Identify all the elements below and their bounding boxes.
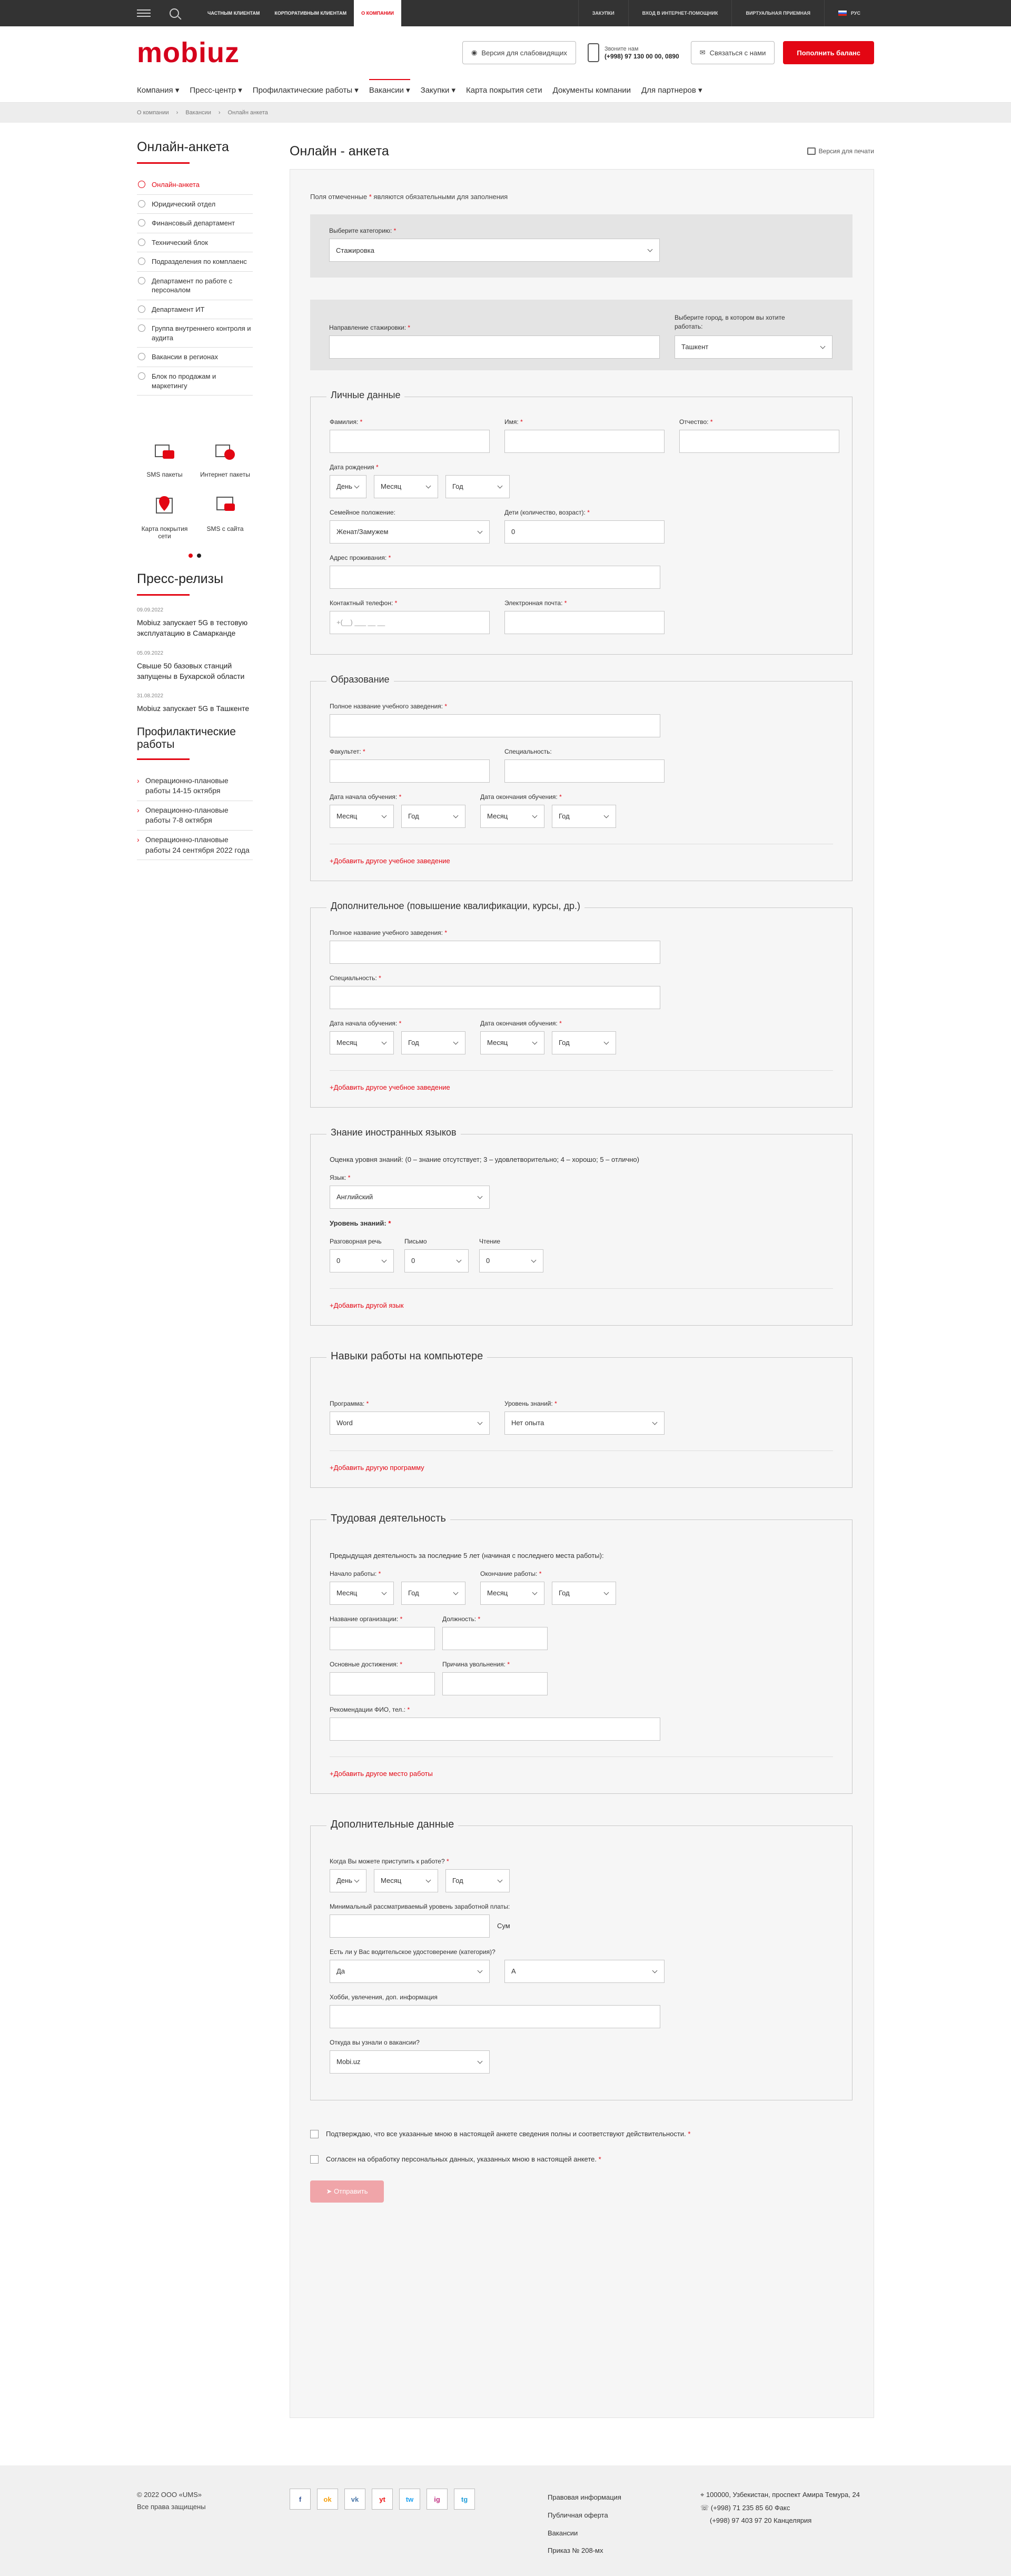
send-icon: ➤ xyxy=(326,2187,334,2195)
direction-input[interactable] xyxy=(329,335,660,359)
footer-link-offer[interactable]: Публичная оферта xyxy=(548,2511,608,2519)
submit-button[interactable]: ➤ Отправить xyxy=(310,2180,384,2203)
add-language-link[interactable]: +Добавить другой язык xyxy=(330,1288,833,1309)
sidebar-item-technical[interactable]: Технический блок xyxy=(137,233,253,253)
category-block: Выберите категорию: * Стажировка xyxy=(310,214,853,278)
language-select[interactable]: Английский xyxy=(330,1186,490,1209)
license-category-select[interactable]: A xyxy=(504,1960,665,1983)
category-select[interactable]: Стажировка xyxy=(329,239,660,262)
patronymic-input[interactable] xyxy=(679,430,839,453)
page-title: Онлайн - анкета xyxy=(290,143,389,159)
work-start-year[interactable]: Год xyxy=(401,1582,465,1605)
main-nav xyxy=(0,79,1011,103)
tile-coverage-map[interactable]: Карта покрытия сети xyxy=(137,492,192,540)
add-program-link[interactable]: +Добавить другую программу xyxy=(330,1450,833,1472)
add-end-year[interactable]: Год xyxy=(552,1031,616,1054)
nav-press[interactable]: Пресс-центр ▾ xyxy=(190,86,242,95)
source-select[interactable]: Mobi.uz xyxy=(330,2050,490,2074)
location-icon: ⌖ xyxy=(700,2491,706,2499)
add-course-link[interactable]: +Добавить другое учебное заведение xyxy=(330,1070,833,1091)
recommendations-input[interactable] xyxy=(330,1718,660,1741)
start-month-select[interactable]: Месяц xyxy=(374,1869,438,1892)
direction-block: Направление стажировки: * Выберите город, в котором вы хотите работать: Ташкент xyxy=(310,300,853,370)
add-start-year[interactable]: Год xyxy=(401,1031,465,1054)
surname-input[interactable] xyxy=(330,430,490,453)
vk-icon[interactable]: vk xyxy=(344,2489,365,2510)
salary-input[interactable] xyxy=(330,1914,490,1938)
spoken-level-select[interactable]: 0 xyxy=(330,1249,394,1272)
sidebar-item-sales[interactable]: Блок по продажам и маркетингу xyxy=(137,367,253,396)
work-end-month[interactable]: Месяц xyxy=(480,1582,544,1605)
sidebar-item-audit[interactable]: Группа внутреннего контроля и аудита xyxy=(137,319,253,348)
language-scale-note: Оценка уровня знаний: (0 – знание отсутствует; 3 – удовлетворительно; 4 – хорошо; 5 – отлично) xyxy=(330,1155,639,1163)
print-version-link[interactable]: Версия для печати xyxy=(807,147,874,155)
footer: © 2022 ООО «UMS» Все права защищены f ok vk yt tw ig tg Правовая информация Публичная оферта Вакансии Приказ № 208-мх ⌖ 100000, Узбекистан, проспект Амира Темура, 24 ☏ (+998) 71 235 85 60 Факс (+998) 97 403 97 20 Канцелярия xyxy=(0,2465,1011,2576)
instagram-icon[interactable]: ig xyxy=(427,2489,448,2510)
language-selector[interactable]: РУС xyxy=(824,0,874,26)
footer-link-vacancies[interactable]: Вакансии xyxy=(548,2529,578,2537)
nav-vacancies[interactable]: Вакансии ▾ xyxy=(369,79,410,102)
birth-year-select[interactable]: Год xyxy=(445,475,510,498)
school-input[interactable] xyxy=(330,714,660,737)
sms-package-icon xyxy=(151,438,179,465)
maintenance-item[interactable]: › Операционно-плановые работы 7-8 октября xyxy=(137,801,253,831)
program-select[interactable]: Word xyxy=(330,1412,490,1435)
license-select[interactable]: Да xyxy=(330,1960,490,1983)
checkbox[interactable] xyxy=(310,2130,319,2138)
search-icon[interactable] xyxy=(170,8,179,18)
nav-partners[interactable]: Для партнеров ▾ xyxy=(641,86,702,95)
edu-end-month[interactable]: Месяц xyxy=(480,805,544,828)
crumb-vacancies[interactable]: Вакансии xyxy=(185,110,211,116)
nav-company[interactable]: Компания ▾ xyxy=(137,86,180,95)
youtube-icon[interactable]: yt xyxy=(372,2489,393,2510)
accessibility-button[interactable]: ◉ Версия для слабовидящих xyxy=(462,41,576,64)
topup-button[interactable]: Пополнить баланс xyxy=(783,41,874,64)
sms-icon xyxy=(212,492,239,519)
computer-skills-section: Навыки работы на компьютере Программа: * Word Уровень знаний: * Нет опыта +Добавить другую программу xyxy=(310,1357,853,1488)
program-level-select[interactable]: Нет опыта xyxy=(504,1412,665,1435)
phone-icon xyxy=(588,43,599,62)
chat-icon: ✉ xyxy=(699,48,706,56)
consent-checkbox[interactable]: Согласен на обработку персональных данных, указанных мною в настоящей анкете. * xyxy=(310,2155,853,2164)
name-input[interactable] xyxy=(504,430,665,453)
top-reception-link[interactable]: ВИРТУАЛЬНАЯ ПРИЕМНАЯ xyxy=(731,0,824,26)
add-start-month[interactable]: Месяц xyxy=(330,1031,394,1054)
sidebar-item-hr[interactable]: Департамент по работе с персоналом xyxy=(137,272,253,300)
twitter-icon[interactable]: tw xyxy=(399,2489,420,2510)
work-note: Предыдущая деятельность за последние 5 лет (начиная с последнего места работы): xyxy=(330,1551,604,1560)
social-links xyxy=(290,2489,548,2560)
edu-start-year[interactable]: Год xyxy=(401,805,465,828)
education-section: Образование Полное название учебного заведения: * Факультет: * Специальность: Дата начала обучения: * Месяц Год Дата окончания обучения: * Месяц Год +Добавить другое учебное заведение xyxy=(310,681,853,881)
position-input[interactable] xyxy=(442,1627,548,1650)
facebook-icon[interactable]: f xyxy=(290,2489,311,2510)
birth-month-select[interactable]: Месяц xyxy=(374,475,438,498)
news-item[interactable]: 09.09.2022 Mobiuz запускает 5G в тестовую эксплуатацию в Самарканде xyxy=(137,607,248,638)
news-item[interactable]: 31.08.2022 Mobiuz запускает 5G в Ташкенте xyxy=(137,693,250,713)
specialty-input[interactable] xyxy=(504,759,665,783)
footer-link-order[interactable]: Приказ № 208-мх xyxy=(548,2547,603,2555)
currency-label: Сум xyxy=(497,1922,510,1930)
phone-input[interactable]: +(__) ___ __ __ xyxy=(330,611,490,634)
crumb-current: Онлайн анкета xyxy=(227,110,268,116)
personal-data-section: Личные данные Фамилия: * Имя: * Отчество: * Дата рождения * День Месяц Год Семейное положение: Женат/Замужем Дети (количество, возраст): * 0 Адрес проживания: * Контактный телефон: * +(__) ___ __ __ Электронная почта: * xyxy=(310,397,853,655)
top-bar xyxy=(0,0,1011,26)
nav-purchases[interactable]: Закупки ▾ xyxy=(420,86,456,95)
marital-select[interactable]: Женат/Замужем xyxy=(330,520,490,544)
additional-education-section: Дополнительное (повышение квалификации, курсы, др.) Полное название учебного заведения: * Специальность: * Дата начала обучения: * Месяц Год Дата окончания обучения: * Месяц Год +Добавить другое учебное заведение xyxy=(310,907,853,1108)
telegram-icon[interactable]: tg xyxy=(454,2489,475,2510)
address-input[interactable] xyxy=(330,566,660,589)
press-title: Пресс-релизы xyxy=(137,571,224,587)
work-section: Трудовая деятельность Предыдущая деятельность за последние 5 лет (начиная с последнего места работы): Начало работы: * Месяц Год Окончание работы: * Месяц Год Название организации: * Должность: * Основные достижения: * Причина увольнения: * Рекомендации ФИО, тел.: * +Добавить другое место работы xyxy=(310,1519,853,1794)
contact-button[interactable]: ✉ Связаться с нами xyxy=(691,41,775,64)
work-end-year[interactable]: Год xyxy=(552,1582,616,1605)
odnoklassniki-icon[interactable]: ok xyxy=(317,2489,338,2510)
language-level-label: Уровень знаний: * xyxy=(330,1219,391,1227)
maintenance-title: Профилактические работы xyxy=(137,725,236,751)
start-day-select[interactable]: День xyxy=(330,1869,366,1892)
application-form xyxy=(290,169,874,2418)
extra-section: Дополнительные данные Когда Вы можете приступить к работе? * День Месяц Год Минимальный рассматриваемый уровень заработной платы: Сум Есть ли у Вас водительское удостоверение (категория)? Да A Хобби, увлечения, доп. информация Откуда вы узнали о вакансии? Mobi.uz xyxy=(310,1825,853,2100)
flag-icon xyxy=(838,11,847,16)
work-start-month[interactable]: Месяц xyxy=(330,1582,394,1605)
maintenance-item[interactable]: › Операционно-плановые работы 14-15 октября xyxy=(137,772,253,801)
breadcrumb: О компании › Вакансии › Онлайн анкета xyxy=(0,103,1011,123)
copyright: © 2022 ООО «UMS» xyxy=(137,2491,202,2499)
email-input[interactable] xyxy=(504,611,665,634)
top-selfcare-link[interactable]: ВХОД В ИНТЕРНЕТ-ПОМОЩНИК xyxy=(628,0,732,26)
top-nav-corporate[interactable]: КОРПОРАТИВНЫМ КЛИЕНТАМ xyxy=(274,11,347,16)
tile-sms-packages[interactable]: SMS пакеты xyxy=(137,438,192,478)
top-nav-private[interactable]: ЧАСТНЫМ КЛИЕНТАМ xyxy=(207,11,260,16)
nav-documents[interactable]: Документы компании xyxy=(552,86,631,95)
top-purchases-link[interactable]: ЗАКУПКИ xyxy=(578,0,628,26)
add-school-input[interactable] xyxy=(330,941,660,964)
hobby-input[interactable] xyxy=(330,2005,660,2028)
children-input[interactable]: 0 xyxy=(504,520,665,544)
edu-start-month[interactable]: Месяц xyxy=(330,805,394,828)
top-nav-about[interactable]: О КОМПАНИИ xyxy=(354,0,401,26)
city-select[interactable]: Ташкент xyxy=(675,335,832,359)
footer-link-legal[interactable]: Правовая информация xyxy=(548,2493,621,2501)
crumb-about[interactable]: О компании xyxy=(137,110,169,116)
nav-maintenance[interactable]: Профилактические работы ▾ xyxy=(252,86,359,95)
start-year-select[interactable]: Год xyxy=(445,1869,510,1892)
faculty-input[interactable] xyxy=(330,759,490,783)
edu-end-year[interactable]: Год xyxy=(552,805,616,828)
birth-day-select[interactable]: День xyxy=(330,475,366,498)
add-education-link[interactable]: +Добавить другое учебное заведение xyxy=(330,844,833,865)
sidebar-item-it[interactable]: Департамент ИТ xyxy=(137,300,253,320)
reading-level-select[interactable]: 0 xyxy=(479,1249,543,1272)
phone-block[interactable]: Звоните нам (+998) 97 130 00 00, 0890 xyxy=(584,43,682,62)
menu-icon[interactable] xyxy=(137,9,151,17)
writing-level-select[interactable]: 0 xyxy=(404,1249,469,1272)
sidebar-item-compliance[interactable]: Подразделения по комплаенс xyxy=(137,252,253,272)
slider-dots[interactable] xyxy=(137,554,253,558)
confirm-data-checkbox[interactable]: Подтверждаю, что все указанные мною в настоящей анкете сведения полны и соответствуют действительности. * xyxy=(310,2130,853,2138)
organization-input[interactable] xyxy=(330,1627,435,1650)
tile-internet-packages[interactable]: Интернет пакеты xyxy=(197,438,253,478)
tile-sms-from-site[interactable]: SMS с сайта xyxy=(197,492,253,540)
add-end-month[interactable]: Месяц xyxy=(480,1031,544,1054)
internet-package-icon xyxy=(212,438,239,465)
leave-reason-input[interactable] xyxy=(442,1672,548,1695)
sidebar-item-legal[interactable]: Юридический отдел xyxy=(137,195,253,214)
sidebar xyxy=(137,140,253,2418)
main-content xyxy=(290,140,874,2418)
achievements-input[interactable] xyxy=(330,1672,435,1695)
logo[interactable]: mobiuz xyxy=(137,37,240,68)
eye-icon: ◉ xyxy=(471,48,478,56)
footer-office-phone: (+998) 97 403 97 20 Канцелярия xyxy=(710,2516,812,2525)
map-pin-icon xyxy=(151,492,179,519)
printer-icon xyxy=(807,147,816,155)
header xyxy=(0,26,1011,79)
maintenance-item[interactable]: › Операционно-плановые работы 24 сентября 2022 года xyxy=(137,831,253,860)
languages-section: Знание иностранных языков Оценка уровня знаний: (0 – знание отсутствует; 3 – удовлетворительно; 4 – хорошо; 5 – отлично) Язык: * Английский Уровень знаний: * Разговорная речь 0 Письмо 0 Чтение 0 +Добавить другой язык xyxy=(310,1134,853,1326)
sidebar-item-finance[interactable]: Финансовый департамент xyxy=(137,214,253,233)
add-specialty-input[interactable] xyxy=(330,986,660,1009)
nav-coverage[interactable]: Карта покрытия сети xyxy=(466,86,542,95)
sidebar-item-online-form[interactable]: Онлайн-анкета xyxy=(137,175,253,195)
required-note: Поля отмеченные * являются обязательными для заполнения xyxy=(310,193,508,201)
footer-fax: ☏ (+998) 71 235 85 60 Факс xyxy=(700,2503,790,2512)
phone-icon: ☏ xyxy=(700,2503,711,2512)
add-job-link[interactable]: +Добавить другое место работы xyxy=(330,1756,833,1778)
news-item[interactable]: 05.09.2022 Свыше 50 базовых станций запущены в Бухарской области xyxy=(137,650,245,680)
sidebar-title: Онлайн-анкета xyxy=(137,140,229,154)
checkbox[interactable] xyxy=(310,2155,319,2164)
sidebar-item-regions[interactable]: Вакансии в регионах xyxy=(137,348,253,367)
footer-address: ⌖ 100000, Узбекистан, проспект Амира Темура, 24 xyxy=(700,2491,860,2499)
